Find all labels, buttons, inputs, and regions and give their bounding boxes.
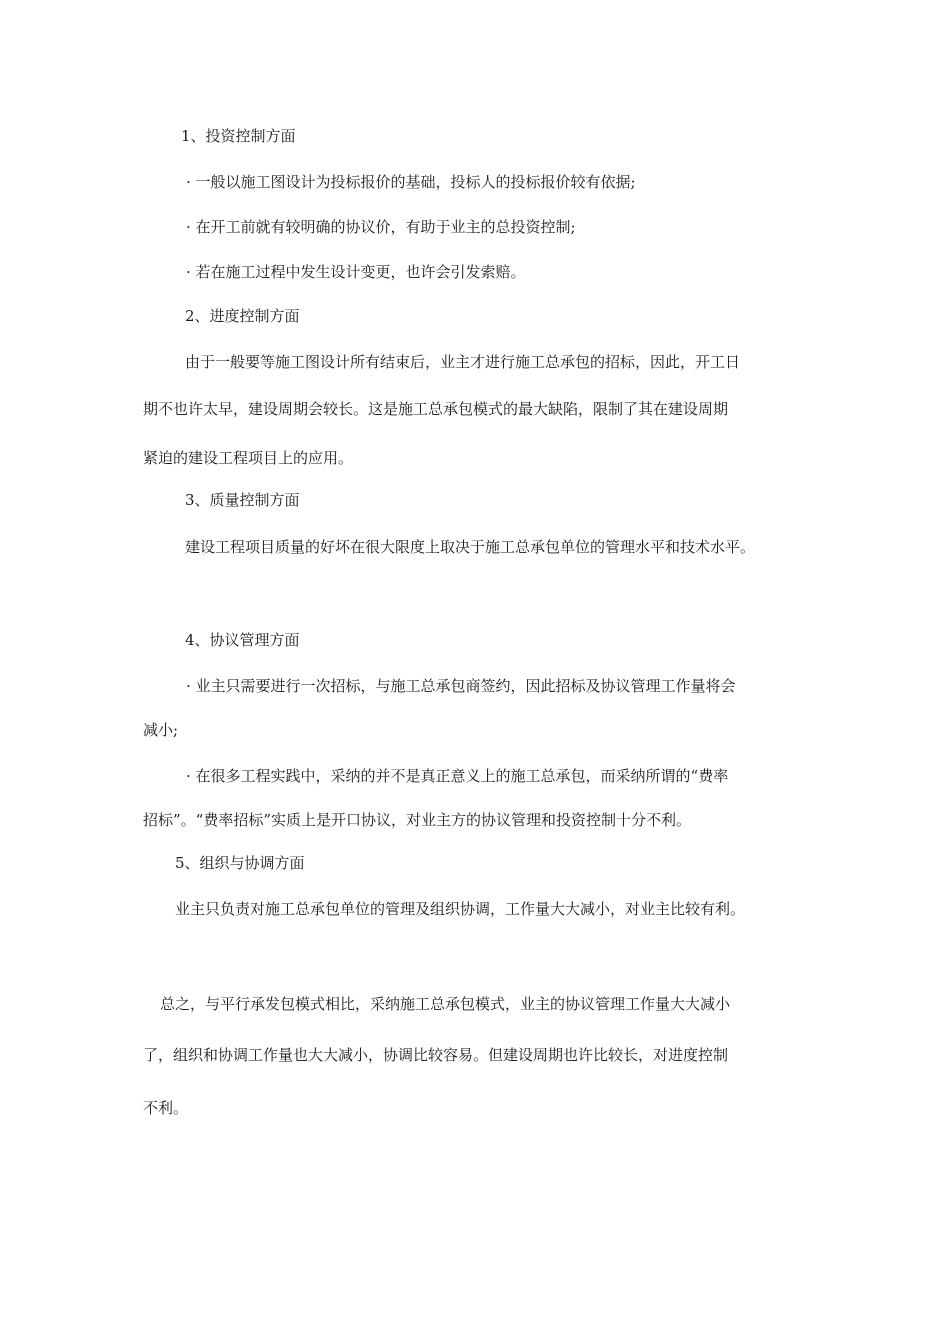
section-heading-schedule: 2、进度控制方面	[185, 307, 300, 325]
section-heading-investment: 1、投资控制方面	[181, 127, 296, 145]
list-item: · 在开工前就有较明确的协议价，有助于业主的总投资控制;	[186, 218, 576, 236]
list-item: 招标”。“费率招标”实质上是开口协议，对业主方的协议管理和投资控制十分不利。	[143, 811, 692, 829]
paragraph-line: 紧迫的建设工程项目上的应用。	[143, 449, 354, 467]
list-item: · 在很多工程实践中，采纳的并不是真正意义上的施工总承包，而采纳所谓的“费率	[186, 767, 729, 785]
paragraph-line: 由于一般要等施工图设计所有结束后，业主才进行施工总承包的招标，因此，开工日	[185, 353, 741, 371]
section-heading-quality: 3、质量控制方面	[185, 491, 300, 509]
list-item: · 若在施工过程中发生设计变更，也许会引发索赔。	[186, 263, 526, 281]
summary-line: 不利。	[143, 1099, 189, 1117]
paragraph-line: 期不也许太早，建设周期会较长。这是施工总承包模式的最大缺陷，限制了其在建设周期	[143, 400, 729, 418]
summary-line: 总之，与平行承发包模式相比，采纳施工总承包模式，业主的协议管理工作量大大减小	[160, 995, 731, 1013]
paragraph-line: 建设工程项目质量的好坏在很大限度上取决于施工总承包单位的管理水平和技术水平。	[185, 538, 756, 556]
list-item: 减小;	[143, 721, 179, 739]
paragraph-line: 业主只负责对施工总承包单位的管理及组织协调，工作量大大减小，对业主比较有利。	[175, 900, 746, 918]
section-heading-contract: 4、协议管理方面	[185, 631, 300, 649]
list-item: · 业主只需要进行一次招标，与施工总承包商签约，因此招标及协议管理工作量将会	[186, 677, 736, 695]
list-item: · 一般以施工图设计为投标报价的基础，投标人的投标报价较有依据;	[186, 173, 636, 191]
summary-line: 了，组织和协调工作量也大大减小，协调比较容易。但建设周期也许比较长，对进度控制	[143, 1046, 729, 1064]
section-heading-coordination: 5、组织与协调方面	[175, 854, 305, 872]
